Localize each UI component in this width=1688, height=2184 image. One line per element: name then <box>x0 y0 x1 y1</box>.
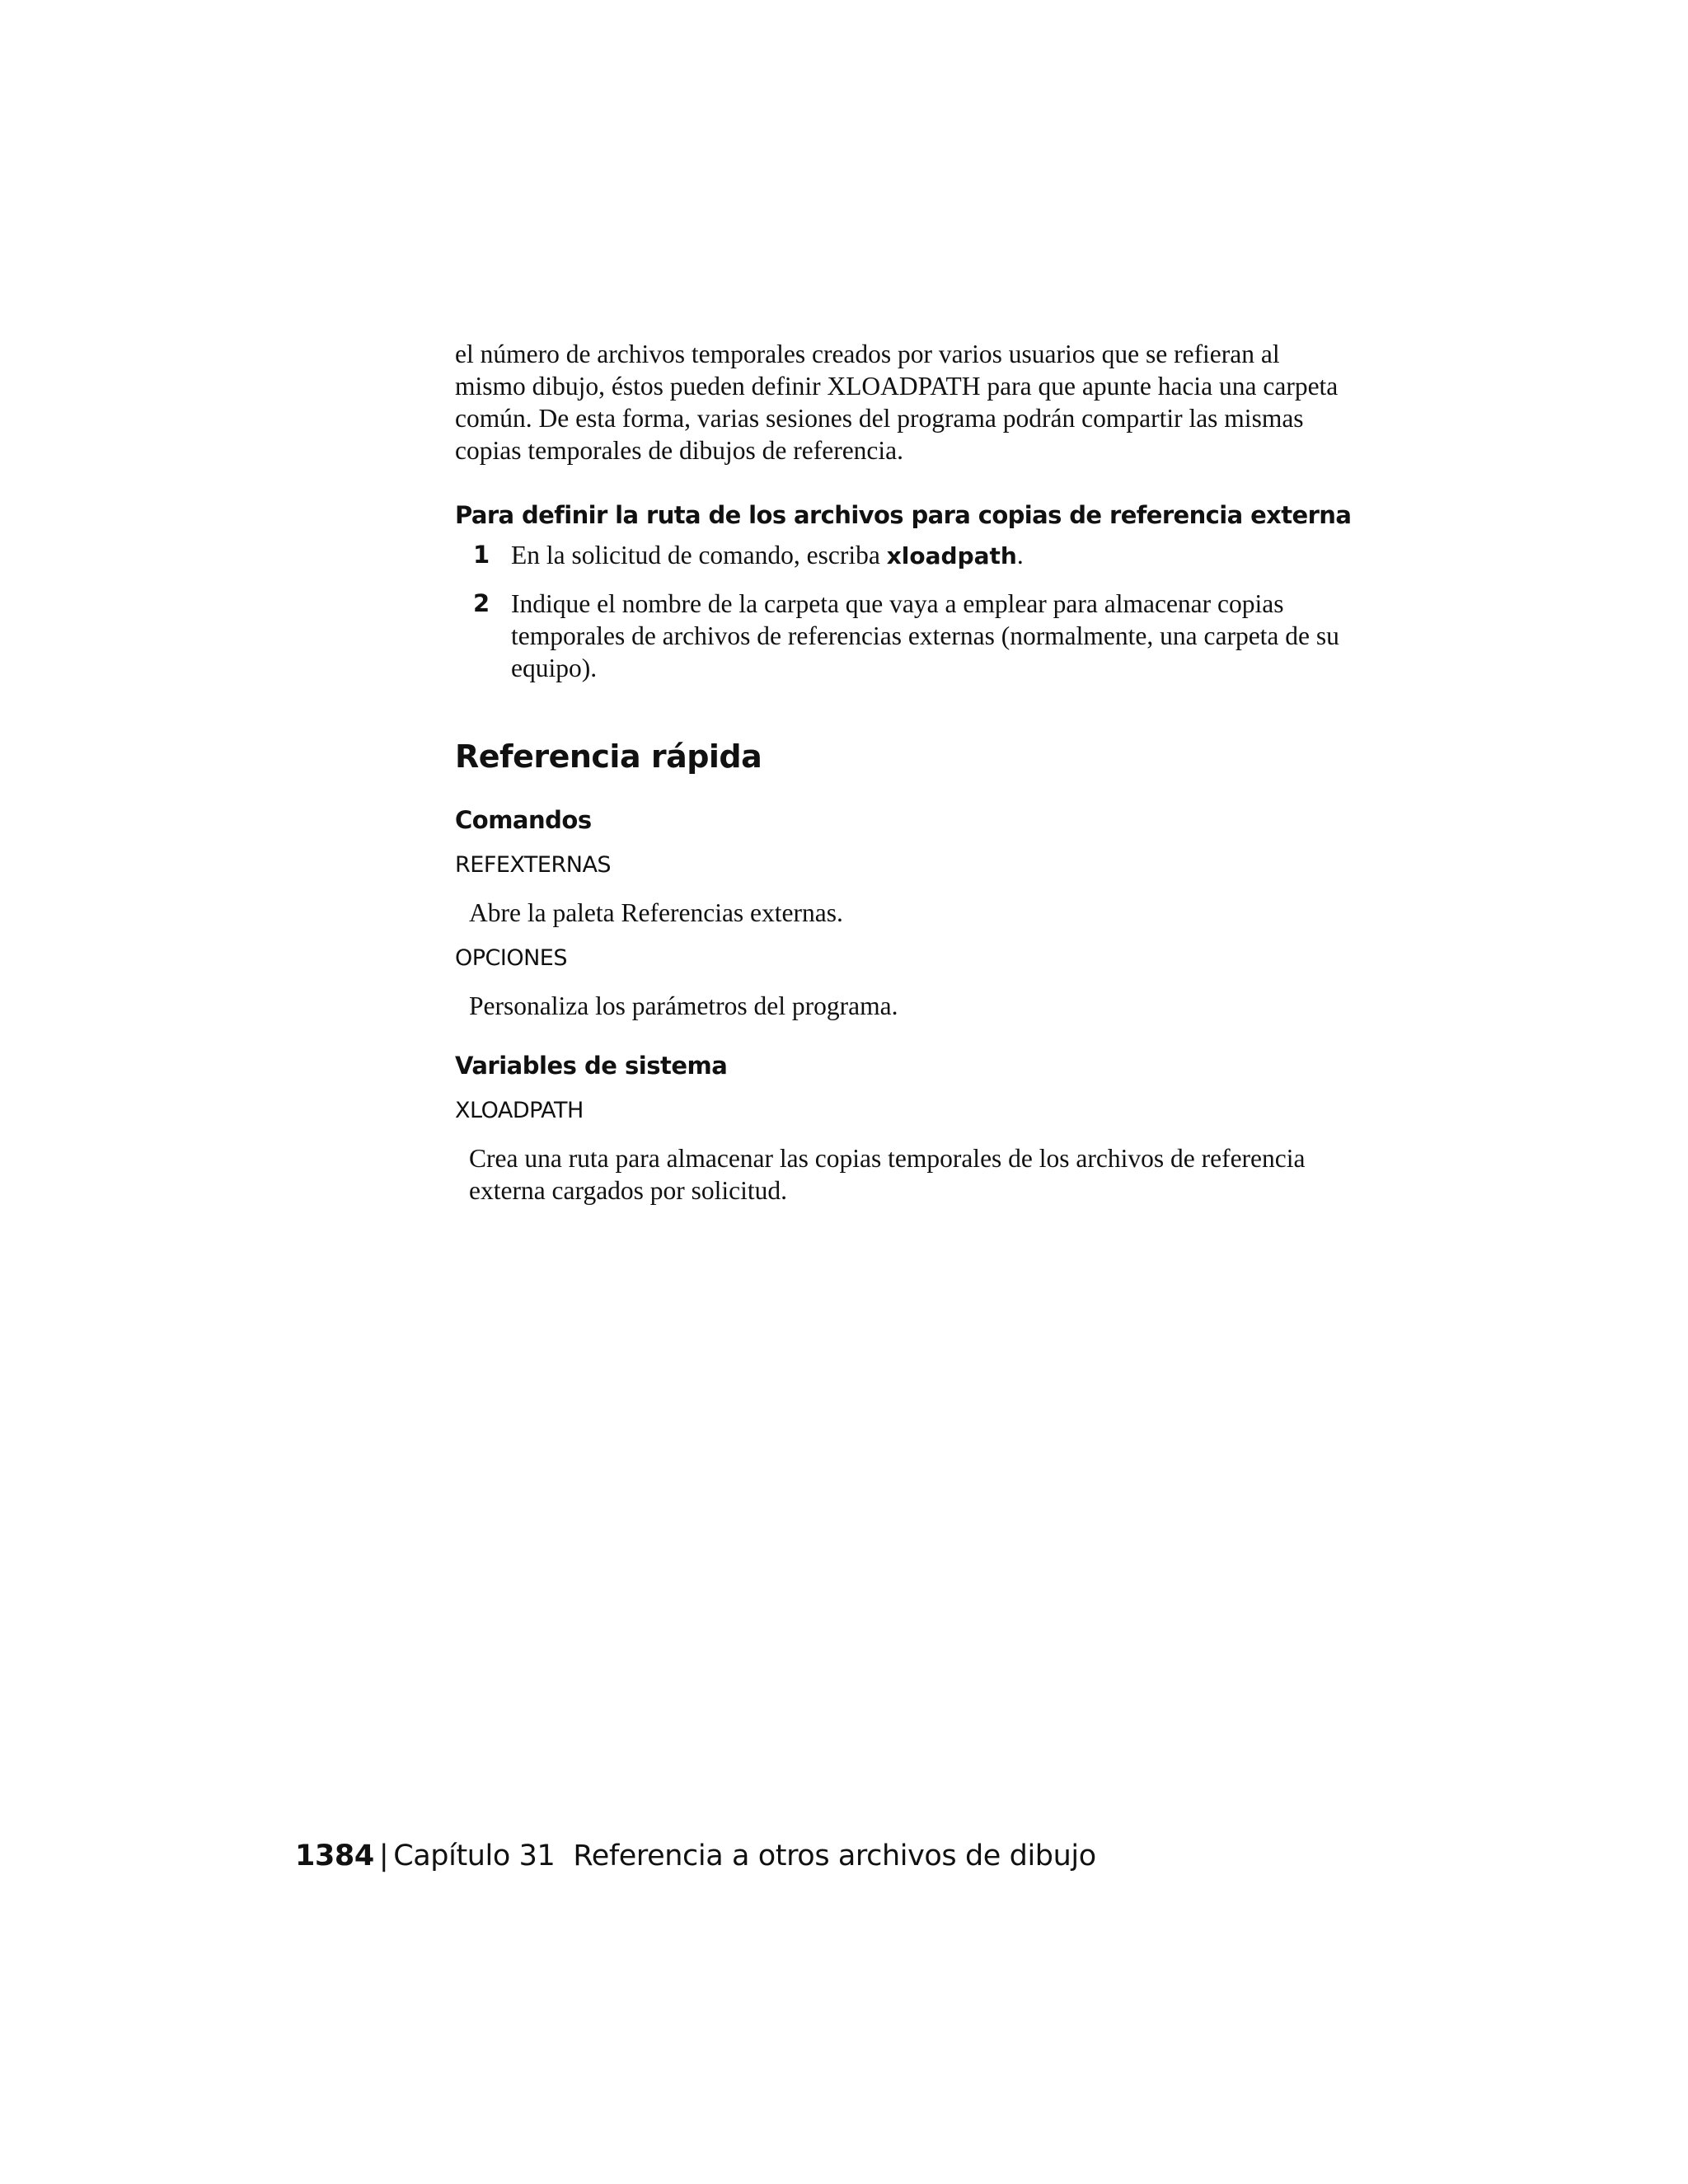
system-variables-heading: Variables de sistema <box>455 1052 728 1080</box>
chapter-label: Capítulo 31 <box>393 1840 556 1872</box>
intro-paragraph: el número de archivos temporales creados por varios usuarios que se refieran al mismo dibujo, éstos pueden definir XLOADPATH para que apunte hacia una carpeta común. De esta forma, varias sesiones del programa podrán compartir las mismas copias temporales de dibujos de referencia. <box>455 340 1339 465</box>
command-description: Abre la paleta Referencias externas. <box>469 898 843 927</box>
page-content <box>455 338 1353 1207</box>
step-number: 1 <box>473 541 490 569</box>
chapter-title: Referencia a otros archivos de dibujo <box>573 1840 1096 1872</box>
command-name-opciones: OPCIONES <box>455 945 567 971</box>
step-text-end: . <box>1016 541 1024 569</box>
page-number: 1384 <box>295 1840 374 1872</box>
step-text: En la solicitud de comando, escriba <box>511 541 887 569</box>
command-keyword: xloadpath <box>886 542 1017 569</box>
command-name-refexternas: REFEXTERNAS <box>455 852 612 878</box>
variable-name-xloadpath: XLOADPATH <box>455 1098 584 1123</box>
variable-description: Crea una ruta para almacenar las copias temporales de los archivos de referencia externa cargados por solicitud. <box>469 1144 1306 1205</box>
quick-reference-heading: Referencia rápida <box>455 738 762 775</box>
footer-separator: | <box>378 1840 389 1872</box>
procedure-step-2 <box>455 588 1353 684</box>
step-text: Indique el nombre de la carpeta que vaya a emplear para almacenar copias temporales de archivos de referencias externas (normalmente, una carpeta de su equipo). <box>511 589 1339 682</box>
page-footer <box>295 1838 1096 1874</box>
procedure-step-1 <box>455 539 1353 572</box>
command-description: Personaliza los parámetros del programa. <box>469 991 898 1020</box>
procedure-steps <box>455 539 1353 684</box>
step-number: 2 <box>473 589 490 617</box>
procedure-title: Para definir la ruta de los archivos para copias de referencia externa <box>455 501 1352 529</box>
commands-heading: Comandos <box>455 806 592 834</box>
